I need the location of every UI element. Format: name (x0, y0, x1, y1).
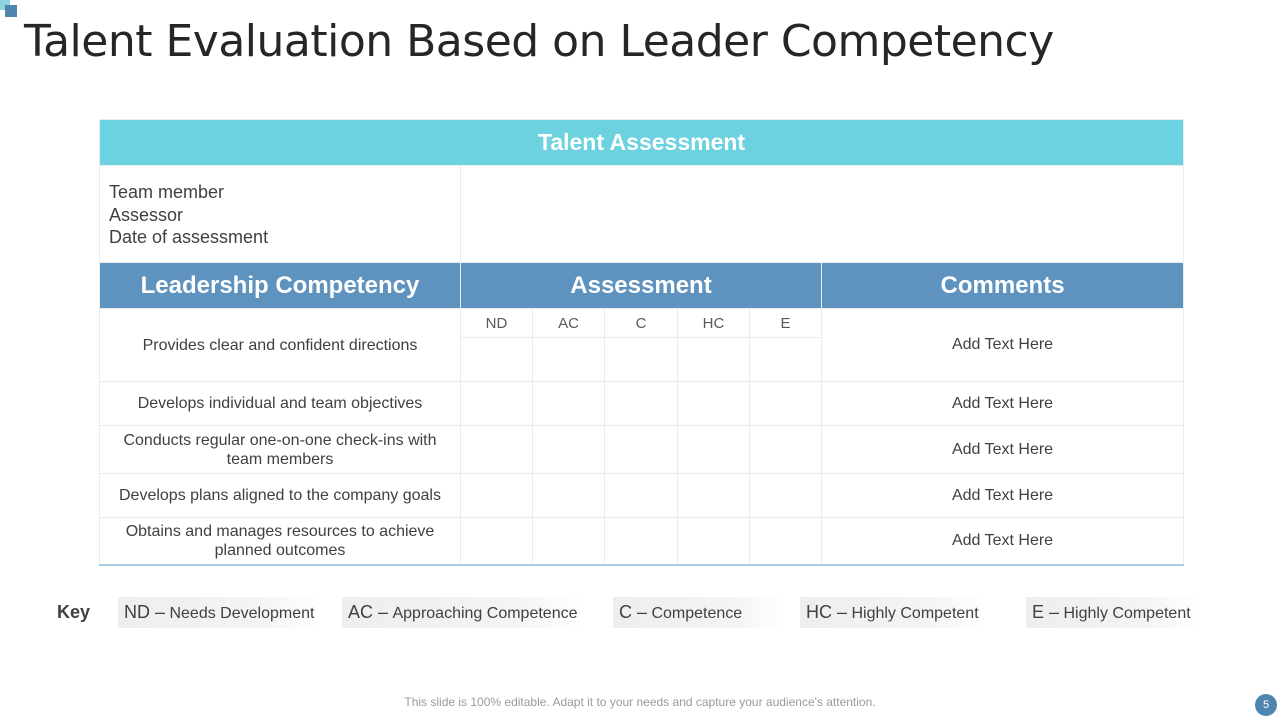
key-code: E – (1032, 602, 1060, 622)
rating-cell[interactable] (750, 426, 822, 474)
assessor-label: Assessor (109, 204, 184, 225)
rating-cell[interactable] (533, 426, 605, 474)
info-row (100, 166, 1184, 263)
rating-cell[interactable] (461, 474, 533, 518)
code-c: C (605, 309, 678, 338)
page-number-badge: 5 (1255, 694, 1277, 716)
code-ac: AC (533, 309, 605, 338)
table-row (100, 309, 1184, 338)
comment-cell[interactable]: Add Text Here (822, 309, 1184, 382)
rating-cell[interactable] (605, 518, 678, 566)
header-row (100, 263, 1184, 309)
comment-cell[interactable]: Add Text Here (822, 474, 1184, 518)
header-comments: Comments (822, 263, 1184, 309)
comment-cell[interactable]: Add Text Here (822, 382, 1184, 426)
rating-cell[interactable] (533, 338, 605, 382)
info-labels (100, 166, 461, 263)
rating-cell[interactable] (750, 474, 822, 518)
competency-cell: Develops individual and team objectives (100, 382, 461, 426)
table-row (100, 474, 1184, 518)
rating-cell[interactable] (678, 426, 750, 474)
rating-cell[interactable] (461, 382, 533, 426)
header-assessment: Assessment (461, 263, 822, 309)
key-desc: Competence (651, 605, 743, 622)
rating-cell[interactable] (461, 338, 533, 382)
team-member-label: Team member (109, 182, 225, 203)
rating-cell[interactable] (750, 338, 822, 382)
rating-cell[interactable] (750, 382, 822, 426)
header-leadership-competency: Leadership Competency (100, 263, 461, 309)
footer-note: This slide is 100% editable. Adapt it to your needs and capture your audience's attention. (404, 695, 876, 709)
rating-cell[interactable] (678, 338, 750, 382)
rating-cell[interactable] (678, 474, 750, 518)
key-item-ac (342, 597, 584, 628)
code-hc: HC (678, 309, 750, 338)
rating-cell[interactable] (678, 518, 750, 566)
comment-cell[interactable]: Add Text Here (822, 518, 1184, 566)
competency-cell: Develops plans aligned to the company goals (100, 474, 461, 518)
rating-cell[interactable] (533, 518, 605, 566)
talent-banner-row (100, 120, 1184, 166)
rating-cell[interactable] (461, 518, 533, 566)
key-code: AC – (348, 602, 389, 622)
key-desc: Highly Competent (851, 605, 979, 622)
rating-cell[interactable] (678, 382, 750, 426)
corner-decoration (0, 0, 18, 18)
table-row (100, 518, 1184, 566)
key-desc: Needs Development (169, 605, 315, 622)
competency-cell: Obtains and manages resources to achieve planned outcomes (100, 518, 461, 566)
info-value-area[interactable] (461, 166, 1184, 263)
date-of-assessment-label: Date of assessment (109, 227, 269, 248)
key-code: ND – (124, 602, 166, 622)
talent-assessment-table (99, 119, 1184, 566)
key-item-nd (118, 597, 320, 628)
rating-cell[interactable] (533, 382, 605, 426)
key-label: Key (57, 602, 91, 622)
code-e: E (750, 309, 822, 338)
rating-cell[interactable] (750, 518, 822, 566)
rating-cell[interactable] (605, 382, 678, 426)
competency-cell: Provides clear and confident directions (100, 309, 461, 382)
key-desc: Highly Competent (1063, 605, 1191, 622)
key-desc: Approaching Competence (392, 605, 578, 622)
key-item-c (613, 597, 783, 628)
comment-cell[interactable]: Add Text Here (822, 426, 1184, 474)
key-item-hc (800, 597, 985, 628)
code-nd: ND (461, 309, 533, 338)
key-code: HC – (806, 602, 848, 622)
rating-cell[interactable] (605, 426, 678, 474)
page-title: Talent Evaluation Based on Leader Competency (24, 16, 1054, 67)
table-row (100, 426, 1184, 474)
rating-cell[interactable] (533, 474, 605, 518)
key-item-e (1026, 597, 1197, 628)
competency-cell: Conducts regular one-on-one check-ins with team members (100, 426, 461, 474)
rating-cell[interactable] (605, 474, 678, 518)
key-code: C – (619, 602, 648, 622)
rating-cell[interactable] (605, 338, 678, 382)
rating-cell[interactable] (461, 426, 533, 474)
talent-banner: Talent Assessment (100, 120, 1184, 166)
corner-square-dark (5, 5, 17, 17)
table-row (100, 382, 1184, 426)
